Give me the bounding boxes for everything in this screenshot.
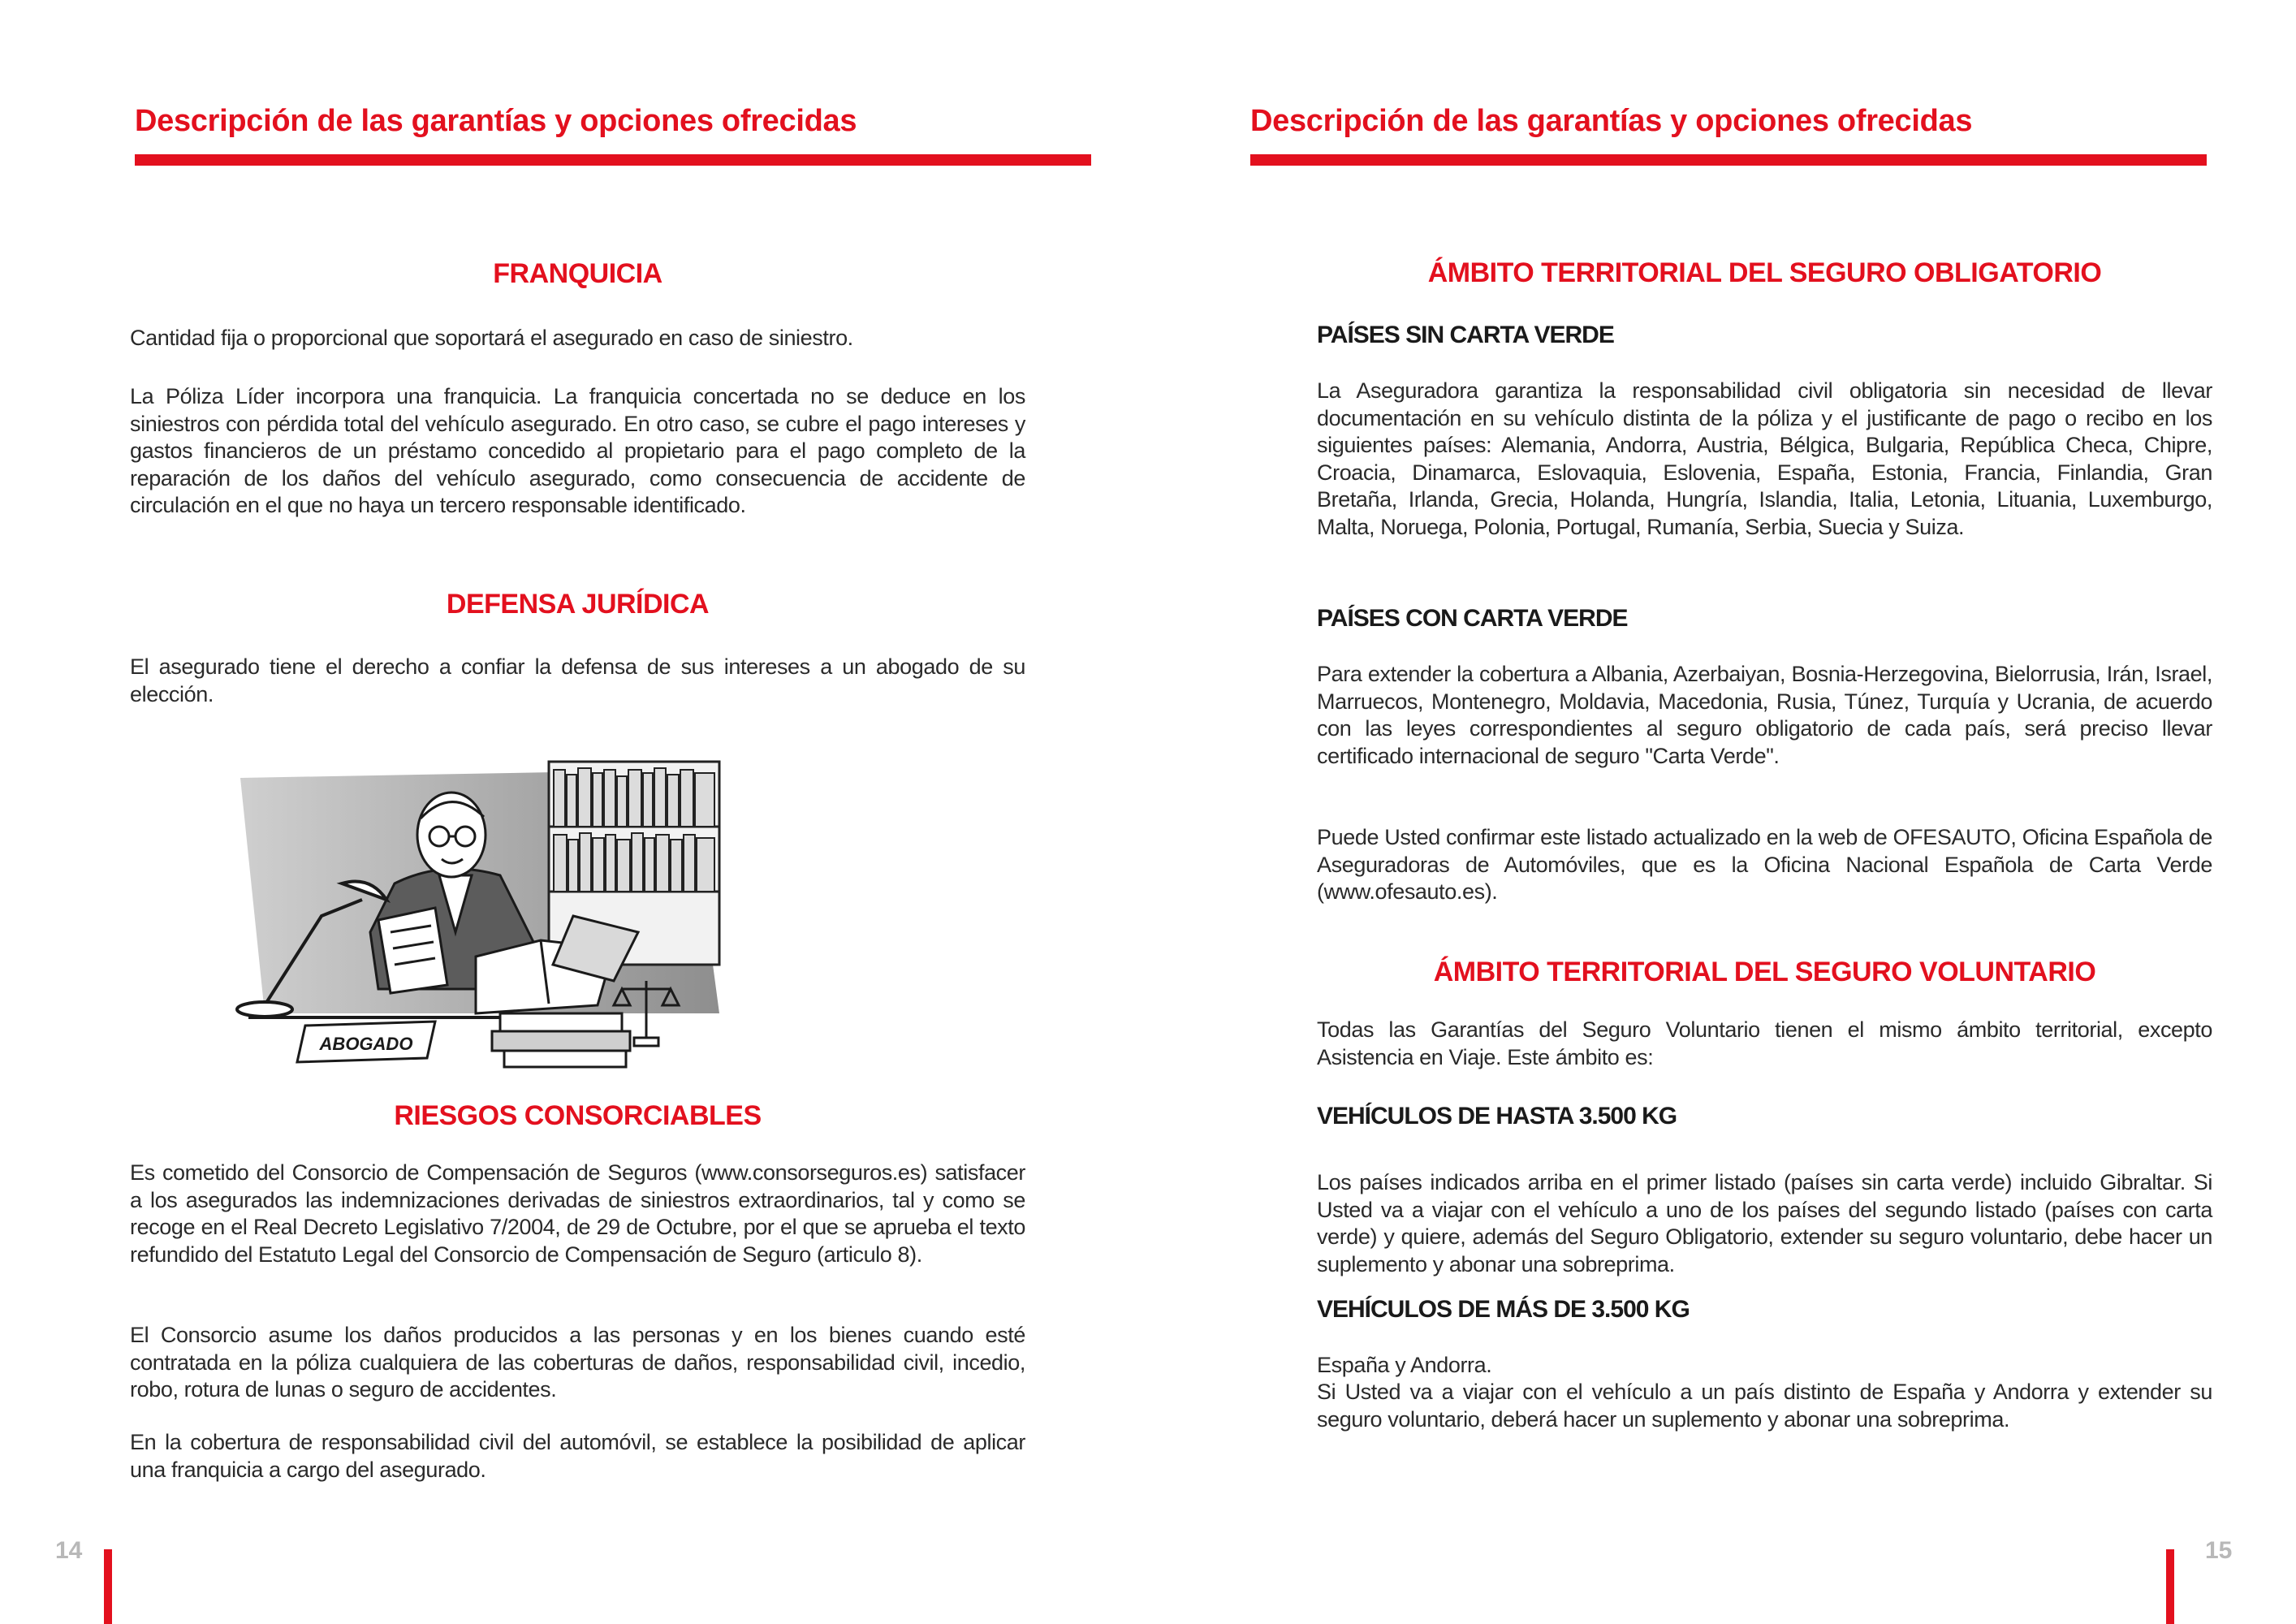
riesgos-paragraph-3: En la cobertura de responsabilidad civil del automóvil, se establece la posibilidad de aplicar una franquicia a cargo del asegurado. — [130, 1430, 1025, 1482]
riesgos-paragraph-2: El Consorcio asume los daños producidos a las personas y en los bienes cuando esté contratada en la póliza cualquiera de las coberturas de daños, responsabilidad civil, incedio, robo, rotura de lunas o seguro de accidentes. — [130, 1323, 1025, 1402]
ofesauto-text: Puede Usted confirmar este listado actualizado en la web de OFESAUTO, Oficina Española de Aseguradoras de Automóviles, que es la Oficina Nacional Española de Carta Verde (www.ofesauto.es). — [1317, 825, 2212, 904]
riesgos-paragraph-1: Es cometido del Consorcio de Compensación de Seguros (www.consorseguros.es) satisfacer a los asegurados las indemnizaciones derivadas de siniestros extraordinarios, tal y como se recoge en el Real Decreto Legislativo 7/2004, de 29 de Octubre, por el que se aprueba el texto refundido del Estatuto Legal del Consorcio de Compensación de Seguro (articulo 8). — [130, 1160, 1025, 1267]
page-number-left: 14 — [55, 1537, 83, 1564]
book-stack-icon — [492, 1013, 630, 1067]
mas-3500-text-1: España y Andorra. — [1317, 1353, 1492, 1377]
hasta-3500-text: Los países indicados arriba en el primer listado (países sin carta verde) incluido Gibraltar. Si Usted va a viajar con el vehículo a uno de los países del segundo listado (países con carta verde) y quiere, además del Seguro Obligatorio, extender su seguro voluntario, debe hacer un suplemento y abonar una sobreprima. — [1317, 1170, 2212, 1276]
riesgos-title: RIESGOS CONSORCIABLES — [394, 1100, 762, 1131]
franquicia-title: FRANQUICIA — [493, 258, 662, 289]
hasta-3500-title: VEHÍCULOS DE HASTA 3.500 KG — [1317, 1103, 1677, 1129]
left-footer-bar — [104, 1549, 112, 1624]
mas-3500-title: VEHÍCULOS DE MÁS DE 3.500 KG — [1317, 1296, 1690, 1323]
defensa-title: DEFENSA JURÍDICA — [446, 589, 710, 620]
con-carta-verde-text: Para extender la cobertura a Albania, Azerbaiyan, Bosnia-Herzegovina, Bielorrusia, Irán, Israel, Marruecos, Montenegro, Moldavia, Macedonia, Rusia, Túnez, Turquía y Ucrania, de acuerdo con las leyes correspondientes al seguro obligatorio de cada país, será preciso llevar certificado internacional de seguro "Carta Verde". — [1317, 662, 2212, 768]
page-number-right: 15 — [2205, 1537, 2233, 1564]
right-header-rule — [1250, 154, 2207, 166]
voluntario-intro: Todas las Garantías del Seguro Voluntario tienen el mismo ámbito territorial, excepto Asistencia en Viaje. Este ámbito es: — [1317, 1017, 2212, 1069]
right-header-title: Descripción de las garantías y opciones ofrecidas — [1250, 104, 1973, 138]
mas-3500-text-2: Si Usted va a viajar con el vehículo a un país distinto de España y Andorra y extender su seguro voluntario, deberá hacer un suplemento y abonar una sobreprima. — [1317, 1380, 2212, 1432]
defensa-description: El asegurado tiene el derecho a confiar la defensa de sus intereses a un abogado de su elección. — [130, 654, 1025, 706]
left-header-rule — [135, 154, 1091, 166]
lawyer-illustration — [232, 745, 736, 1070]
sin-carta-verde-title: PAÍSES SIN CARTA VERDE — [1317, 322, 1614, 348]
left-header-title: Descripción de las garantías y opciones ofrecidas — [135, 104, 857, 138]
right-footer-bar — [2166, 1549, 2174, 1624]
franquicia-description: La Póliza Líder incorpora una franquicia. La franquicia concertada no se deduce en los siniestros con pérdida total del vehículo asegurado. En otro caso, se cubre el pago intereses y gastos financieros de un préstamo concedido al propietario para el pago completo de la reparación de los daños del vehículo asegurado, como consecuencia de accidente de circulación en el que no haya un tercero responsable identificado. — [130, 384, 1025, 517]
right-page — [1148, 0, 2296, 1624]
con-carta-verde-title: PAÍSES CON CARTA VERDE — [1317, 605, 1628, 632]
franquicia-definition: Cantidad fija o proporcional que soportará el asegurado en caso de siniestro. — [130, 326, 853, 350]
abogado-sign-text: ABOGADO — [319, 1034, 413, 1054]
obligatorio-title: ÁMBITO TERRITORIAL DEL SEGURO OBLIGATORIO — [1427, 257, 2102, 288]
voluntario-title: ÁMBITO TERRITORIAL DEL SEGURO VOLUNTARIO — [1433, 957, 2096, 987]
sin-carta-verde-text: La Aseguradora garantiza la responsabilidad civil obligatoria sin necesidad de llevar documentación en su vehículo distinta de la póliza y el justificante de pago o recibo en los siguientes países: Alemania, Andorra, Austria, Bélgica, Bulgaria, República Checa, Chipre, Croacia, Dinamarca, Eslovaquia, Eslovenia, España, Estonia, Francia, Finlandia, Gran Bretaña, Irlanda, Grecia, Holanda, Hungría, Islandia, Italia, Letonia, Lituania, Luxemburgo, Malta, Noruega, Polonia, Portugal, Rumanía, Serbia, Suecia y Suiza. — [1317, 378, 2212, 539]
